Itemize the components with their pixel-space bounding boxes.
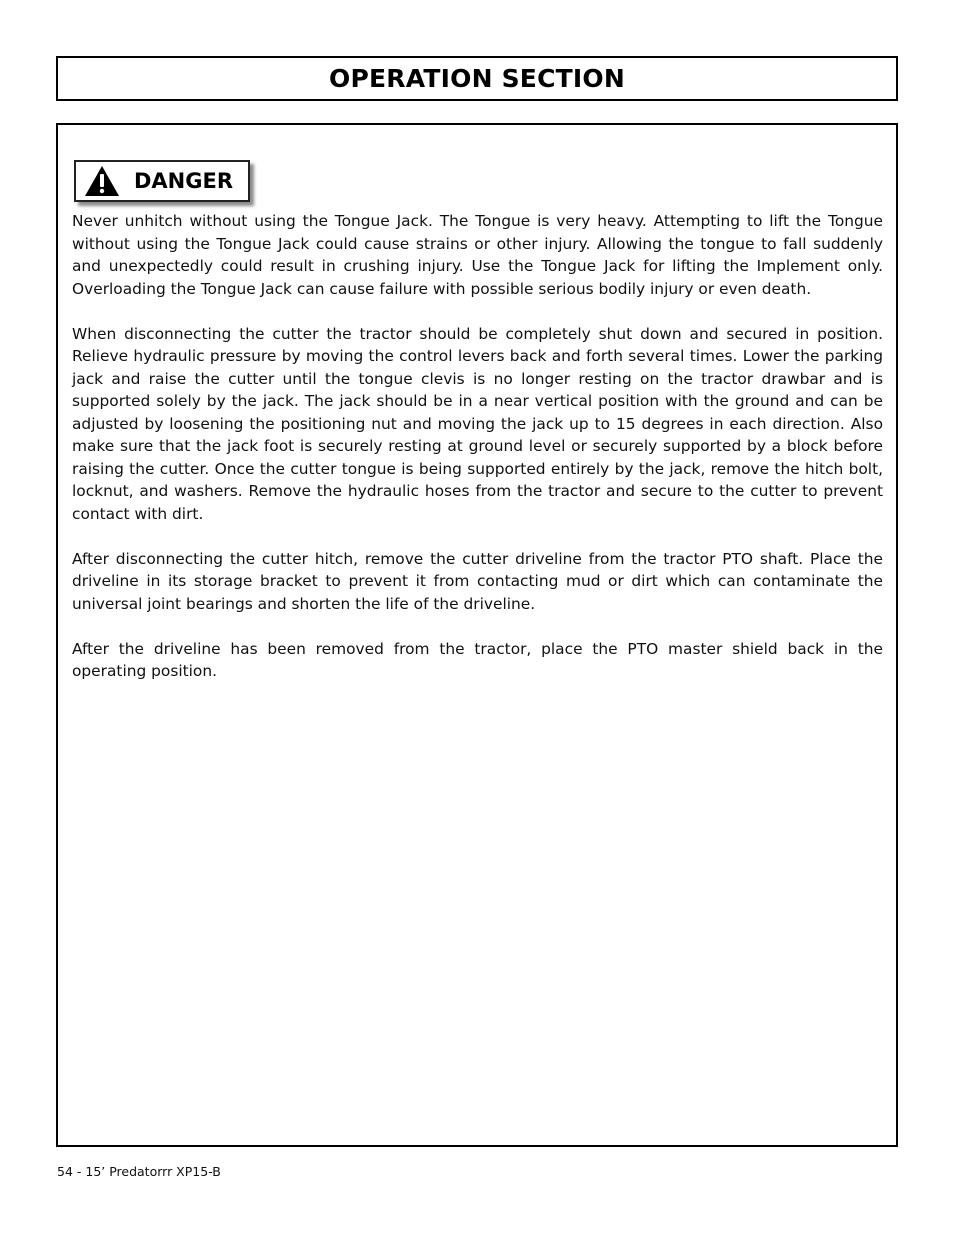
paragraph: After the driveline has been removed from the tractor, place the PTO master shield back in the operating position. <box>72 639 883 680</box>
paragraph: When disconnecting the cutter the tractor should be completely shut down and secured in position. Relieve hydraulic pressure by moving the control levers back and forth several times. Lower the parking jack and raise the cutter until the tongue clevis is no longer resting on the tractor drawbar and is supported solely by the jack. The jack should be in a near vertical position with the ground and can be adjusted by loosening the positioning nut and moving the jack up to 15 degrees in each direction. Also make sure that the jack foot is securely resting at ground level or securely supported by a block before raising the cutter. Once the cutter tongue is being supported entirely by the jack, remove the hitch bolt, locknut, and washers. Remove the hydraulic hoses from the tractor and secure to the cutter to prevent contact with dirt. <box>72 324 883 523</box>
page-title: OPERATION SECTION <box>329 64 625 93</box>
warning-triangle-icon <box>82 162 122 200</box>
danger-label <box>74 160 250 202</box>
danger-label-text: DANGER <box>134 169 234 193</box>
paragraph: After disconnecting the cutter hitch, remove the cutter driveline from the tractor PTO shaft. Place the driveline in its storage bracket to prevent it from contacting mud or dirt which can contaminate the universal joint bearings and shorten the life of the driveline. <box>72 549 883 613</box>
section-header <box>56 56 898 101</box>
body-text <box>72 210 883 705</box>
content-frame <box>56 123 898 1147</box>
page-footer: 54 - 15’ Predatorrr XP15-B <box>57 1164 221 1179</box>
paragraph: Never unhitch without using the Tongue Jack. The Tongue is very heavy. Attempting to lift the Tongue without using the Tongue Jack could cause strains or other injury. Allowing the tongue to fall suddenly and unexpectedly could result in crushing injury. Use the Tongue Jack for lifting the Implement only. Overloading the Tongue Jack can cause failure with possible serious bodily injury or even death. <box>72 212 883 298</box>
